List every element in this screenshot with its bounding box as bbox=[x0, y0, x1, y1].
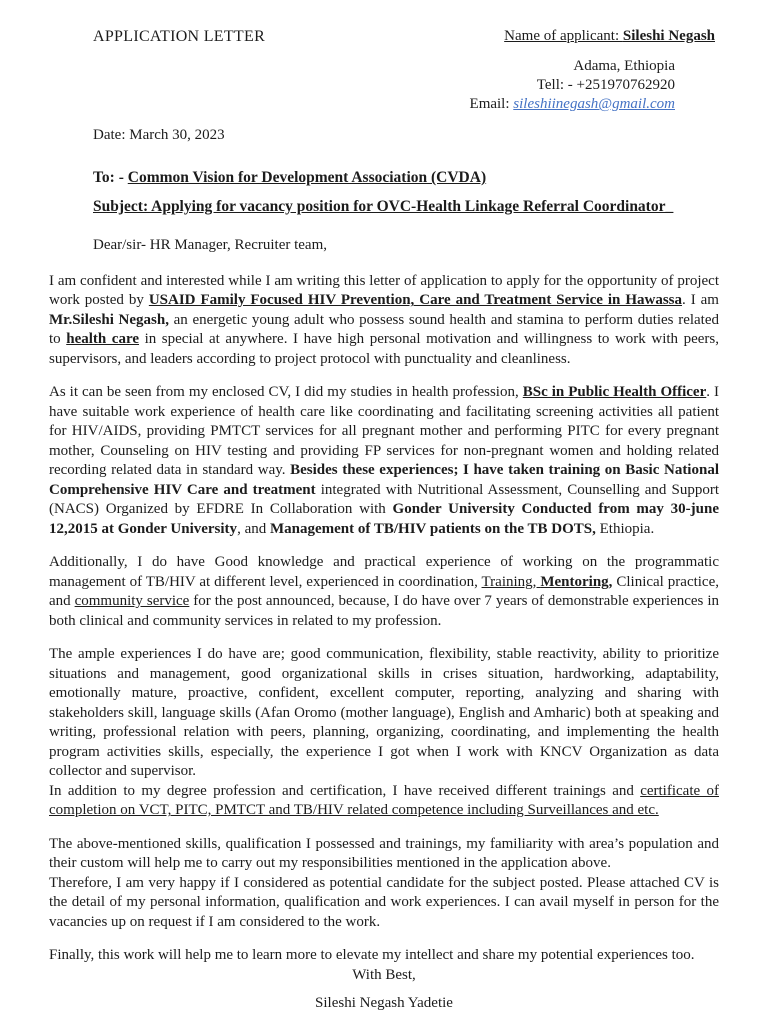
text-run: health care bbox=[66, 331, 140, 348]
subject-line bbox=[93, 197, 719, 217]
text-run: As it can be seen from my enclosed CV, I did my studies in health profession, bbox=[49, 384, 523, 401]
contact-email-line bbox=[49, 96, 675, 113]
text-run: . I have suitable work experience of health care like coordinating and facilitating screening activities all patient for HIV/AIDS, providing PMTCT services for all pregnant mother and performing PITC for every pregnant mother, Counseling on HIV testing and providing FP services for non-pregnant women and holding related recording related data in standard way. bbox=[49, 384, 720, 479]
text-run: Sileshi Negash bbox=[622, 28, 715, 44]
text-run: Mentoring, bbox=[540, 573, 613, 590]
text-run: Mr.Sileshi Negash, bbox=[49, 311, 169, 328]
text-run: Name of applicant: bbox=[504, 28, 623, 44]
salutation: Dear/sir- HR Manager, Recruiter team, bbox=[93, 237, 328, 254]
text-run: Subject: Applying for vacancy position for OVC-Health Linkage Referral Coordinator_ bbox=[93, 198, 674, 216]
text-run: Additionally, I do have Good knowledge and practical experience of working on the programmatic management of TB/HIV at different level, experienced in coordination, bbox=[49, 554, 719, 590]
text-run: The ample experiences I do have are; good communication, flexibility, stable reactivity, ability to prioritize situations and management, good organizational skills in crises situation, hardworking, adaptability, emotionally mature, proactive, confident, excellent computer, reporting, analyzing and sharing with stakeholders skill, language skills (Afan Oromo (mother language), English and Amharic) both at speaking and writing, professional relation with peers, planning, organizing, coordinating, and implementing the health program activities skills, especially, the experience I got when I work with KNCV Organization as data collector and supervisor. bbox=[49, 646, 719, 780]
text-run: To: - bbox=[93, 169, 128, 187]
paragraph-intro bbox=[49, 272, 719, 370]
text-run: Ethiopia. bbox=[595, 520, 655, 537]
text-run: . I am bbox=[682, 292, 719, 309]
contact-phone: Tell: - +251970762920 bbox=[536, 77, 675, 94]
text-run: USAID Family Focused HIV Prevention, Care and Treatment Service in Hawassa bbox=[148, 292, 683, 309]
signature-name: Sileshi Negash Yadetie bbox=[315, 995, 453, 1012]
paragraph-request: Therefore, I am very happy if I considered as potential candidate for the subject posted. Please attached CV is the detail of my personal information, qualification and work experiences. I can avail myself in person for the vacancies up on request if I am considered to the work. bbox=[49, 874, 719, 930]
text-run: BSc in Public Health Officer bbox=[522, 384, 707, 401]
document-title: APPLICATION LETTER bbox=[93, 28, 266, 45]
contact-city: Adama, Ethiopia bbox=[573, 57, 675, 74]
text-run: Clinical practice, and bbox=[49, 573, 719, 610]
text-run: Training, bbox=[481, 573, 541, 590]
text-run: for the post announced, because, I do have over 7 years of demonstrable experiences in both clinical and community services in related to my profession. bbox=[49, 593, 719, 629]
paragraph-certificates bbox=[49, 782, 719, 821]
text-run: , and bbox=[237, 520, 270, 537]
text-run: Common Vision for Development Association (CVDA) bbox=[127, 169, 487, 187]
closing-with-best: With Best, bbox=[352, 966, 416, 983]
text-run: community service bbox=[74, 593, 190, 610]
text-run: I am confident and interested while I am writing this letter of application to apply for the opportunity of project work posted by bbox=[49, 272, 719, 309]
text-run: certificate of completion on VCT, PITC, PMTCT and TB/HIV related competence including Surveillances and etc. bbox=[49, 782, 719, 819]
text-run: an energetic young adult who possess sound health and stamina to perform duties related to bbox=[49, 311, 719, 348]
text-run: Management of TB/HIV patients on the TB DOTS, bbox=[269, 520, 596, 537]
paragraph-knowledge bbox=[49, 553, 719, 631]
email-link[interactable]: sileshiinegash@gmail.com bbox=[513, 96, 675, 113]
text-run: Gonder University Conducted from may 30-june 12,2015 at Gonder University bbox=[49, 501, 719, 537]
email-label: Email: bbox=[469, 96, 514, 113]
contact-block bbox=[49, 58, 675, 114]
paragraph-skills bbox=[49, 645, 719, 782]
text-run: in special at anywhere. I have high personal motivation and willingness to work with peers, supervisors, and leaders according to project protocol with punctuality and cleanliness. bbox=[49, 331, 719, 367]
date-line: Date: March 30, 2023 bbox=[93, 126, 225, 143]
paragraph-experience bbox=[49, 383, 719, 539]
header-row bbox=[49, 27, 719, 48]
text-run: Besides these experiences; I have taken training on Basic National Comprehensive HIV Care and treatment bbox=[49, 462, 719, 498]
to-line bbox=[93, 168, 719, 188]
applicant-name-line bbox=[504, 27, 715, 47]
paragraph-final: Finally, this work will help me to learn more to elevate my intellect and share my potential experiences too. bbox=[49, 947, 695, 964]
text-run: integrated with Nutritional Assessment, Counselling and Support (NACS) Organized by EFDRE In Collaboration with bbox=[49, 481, 719, 518]
text-run: In addition to my degree profession and certification, I have received different trainings and bbox=[49, 782, 641, 799]
paragraph-summary: The above-mentioned skills, qualification I possessed and trainings, my familiarity with area’s population and their custom will help me to carry out my responsibilities mentioned in the application above. bbox=[49, 835, 719, 872]
